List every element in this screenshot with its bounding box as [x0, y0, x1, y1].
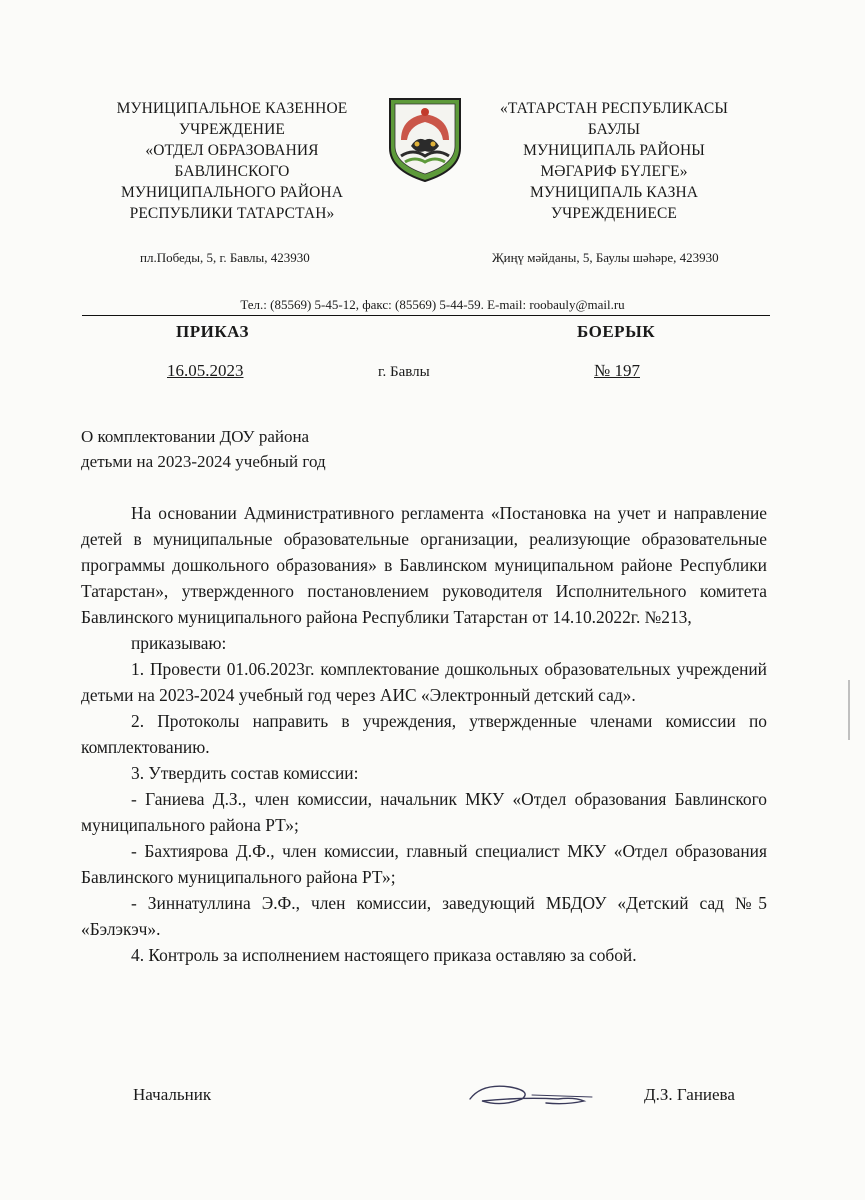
org-name-line: БАВЛИНСКОГО: [174, 163, 290, 180]
contacts-line: Тел.: (85569) 5-45-12, факс: (85569) 5-44-59. E-mail: roobauly@mail.ru: [240, 297, 625, 312]
subject-line: О комплектовании ДОУ района: [81, 427, 310, 446]
org-name-line: МУНИЦИПАЛЬ КАЗНА: [529, 184, 699, 201]
header-divider: [82, 315, 770, 316]
org-name-line: МУНИЦИПАЛЬ РАЙОНЫ: [523, 142, 705, 159]
order-number: № 197: [594, 361, 640, 380]
signatory-title: Начальник: [133, 1085, 212, 1104]
scan-artifact: [848, 680, 850, 740]
org-name-line: РЕСПУБЛИКИ ТАТАРСТАН»: [129, 205, 335, 222]
org-name-line: «ОТДЕЛ ОБРАЗОВАНИЯ: [145, 142, 319, 159]
org-name-line: МУНИЦИПАЛЬНОГО РАЙОНА: [120, 184, 344, 201]
org-name-line: УЧРЕЖДЕНИЕ: [179, 121, 285, 138]
commission-member-1: - Ганиева Д.З., член комиссии, начальник МКУ «Отдел образования Бавлинского муниципального района РТ»;: [81, 789, 767, 835]
subject-line: детьми на 2023-2024 учебный год: [81, 452, 326, 471]
order-item-2: 2. Протоколы направить в учреждения, утвержденные членами комиссии по комплектованию.: [81, 711, 767, 757]
order-word: приказываю:: [131, 633, 227, 653]
org-name-line: УЧРЕЖДЕНИЕСЕ: [551, 205, 677, 222]
order-item-1: 1. Провести 01.06.2023г. комплектование дошкольных образовательных учреждений детьми на 2023-2024 учебный год через АИС «Электронный детский сад».: [81, 659, 767, 705]
commission-member-2: - Бахтиярова Д.Ф., член комиссии, главный специалист МКУ «Отдел образования Бавлинского муниципального района РТ»;: [81, 841, 767, 887]
address-tatar: Җиңү мәйданы, 5, Баулы шәһәре, 423930: [492, 250, 719, 265]
signatory-name: Д.З. Ганиева: [644, 1085, 735, 1104]
order-body: [81, 500, 767, 968]
org-name-line: «ТАТАРСТАН РЕСПУБЛИКАСЫ: [499, 100, 728, 117]
order-title-russian: ПРИКАЗ: [176, 322, 249, 341]
order-title-tatar: БОЕРЫК: [577, 322, 656, 341]
org-name-line: БАУЛЫ: [587, 121, 641, 138]
org-name-russian: [92, 98, 372, 224]
preamble: На основании Административного регламента «Постановка на учет и направление детей в муниципальные образовательные организации, реализующие образовательные программы дошкольного образования» в Бавлинском муниципальном районе Республики Татарстан», утвержденного постановлением руководителя Исполнительного комитета Бавлинского муниципального района Республики Татарстан от 14.10.2022г. №213,: [81, 503, 767, 627]
order-date: 16.05.2023: [167, 361, 244, 380]
order-item-3: 3. Утвердить состав комиссии:: [131, 763, 359, 783]
handwritten-signature: [462, 1075, 602, 1115]
order-item-4: 4. Контроль за исполнением настоящего приказа оставляю за собой.: [131, 945, 637, 965]
order-city: г. Бавлы: [378, 364, 430, 380]
coat-of-arms-icon: [387, 96, 463, 184]
order-subject: [81, 424, 326, 474]
org-name-line: МУНИЦИПАЛЬНОЕ КАЗЕННОЕ: [116, 100, 348, 117]
address-russian: пл.Победы, 5, г. Бавлы, 423930: [140, 250, 310, 265]
org-name-line: МӘГАРИФ БҮЛЕГЕ»: [540, 163, 688, 180]
commission-member-3: - Зиннатуллина Э.Ф., член комиссии, заведующий МБДОУ «Детский сад №5 «Бэлэкэч».: [81, 893, 767, 939]
org-name-tatar: [474, 98, 754, 224]
